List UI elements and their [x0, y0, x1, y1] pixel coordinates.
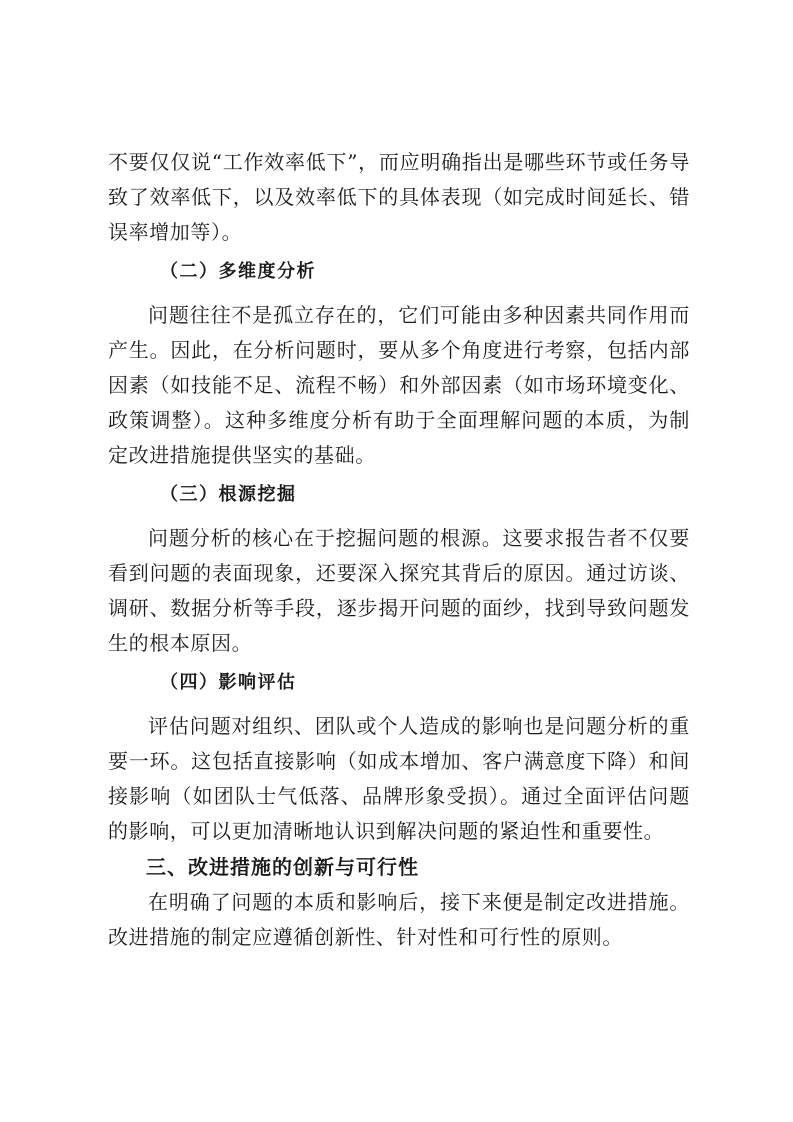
- paragraph-impact-assessment: 评估问题对组织、团队或个人造成的影响也是问题分析的重要一环。这包括直接影响（如成本增加、客户满意度下降）和间接影响（如团队士气低落、品牌形象受损）。通过全面评估问题的影响，可以更加清晰地认识到解决问题的紧迫性和重要性。: [108, 714, 690, 843]
- heading-impact-assessment: （四）影响评估: [160, 672, 297, 693]
- paragraph-root-cause: 问题分析的核心在于挖掘问题的根源。这要求报告者不仅要看到问题的表面现象，还要深入探究其背后的原因。通过访谈、调研、数据分析等手段，逐步揭开问题的面纱，找到导致问题发生的根本原因。: [108, 526, 690, 655]
- document-body: [108, 145, 690, 955]
- heading-multi-dimensional-analysis: （二）多维度分析: [160, 261, 316, 282]
- paragraph-efficiency-example: 不要仅仅说“工作效率低下”，而应明确指出是哪些环节或任务导致了效率低下，以及效率低下的具体表现（如完成时间延长、错误率增加等）。: [108, 150, 690, 244]
- heading-root-cause: （三）根源挖掘: [160, 484, 297, 505]
- heading-section-three: 三、改进措施的创新与可行性: [146, 855, 419, 879]
- paragraph-improvement-intro: 在明确了问题的本质和影响后，接下来便是制定改进措施。改进措施的制定应遵循创新性、针对性和可行性的原则。: [108, 890, 690, 949]
- paragraph-multi-dimensional-analysis: 问题往往不是孤立存在的，它们可能由多种因素共同作用而产生。因此，在分析问题时，要从多个角度进行考察，包括内部因素（如技能不足、流程不畅）和外部因素（如市场环境变化、政策调整）。这种多维度分析有助于全面理解问题的本质，为制定改进措施提供坚实的基础。: [108, 303, 690, 467]
